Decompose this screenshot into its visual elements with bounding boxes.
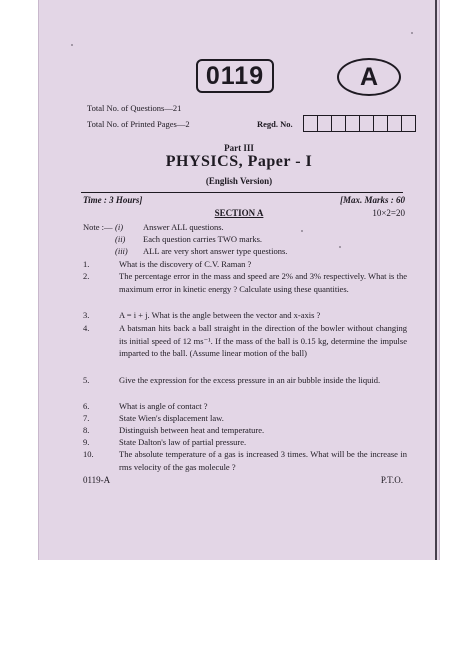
note-number: (ii) [115,234,126,244]
version-label: (English Version) [205,176,273,186]
note-item [115,246,288,256]
question-text: What is angle of contact ? [119,401,208,411]
regd-label: Regd. No. [257,119,293,129]
note-number: (i) [115,222,124,232]
regd-box [332,116,346,131]
question-number: 1. [83,259,90,269]
time-label: Time : 3 Hours] [83,195,143,205]
set-letter-oval: A [337,58,401,96]
header-divider [81,192,403,193]
question-text: The percentage error in the mass and speed are 2% and 3% respectively. What is the maximum error in kinetic energy ? Calculate using these quantities. [119,271,407,294]
section-marks: 10×2=20 [372,208,405,218]
question-number: 6. [83,401,90,411]
question-number: 3. [83,310,90,320]
regd-box [304,116,318,131]
note-text: ALL are very short answer type questions. [143,246,288,256]
question-number: 5. [83,375,90,385]
part-heading: Part III [224,143,254,153]
question-text: The absolute temperature of a gas is increased 3 times. What will be the increase in rms velocity of the gas molecule ? [119,449,407,472]
exam-sheet [38,0,440,560]
subject-title: PHYSICS, Paper - I [165,153,313,170]
total-questions: Total No. of Questions—21 [87,103,182,113]
note-text: Answer ALL questions. [143,222,224,232]
question-number: 8. [83,425,90,435]
scan-speck [301,230,303,232]
question-number: 2. [83,271,90,281]
section-heading: SECTION A [214,208,264,218]
note-number: (iii) [115,246,128,256]
regd-number-boxes [303,115,416,132]
footer-paper-code: 0119-A [83,475,111,485]
total-pages: Total No. of Printed Pages—2 [87,119,190,129]
note-text: Each question carries TWO marks. [143,234,263,244]
question-text: What is the discovery of C.V. Raman ? [119,259,252,269]
question-number: 7. [83,413,90,423]
regd-box [402,116,415,131]
question-text: Distinguish between heat and temperature. [119,425,265,435]
max-marks-label: [Max. Marks : 60 [339,195,405,205]
question-number: 10. [83,449,94,459]
question-text: Give the expression for the excess pressure in an air bubble inside the liquid. [119,375,381,385]
question-text: A = i + j. What is the angle between the vector and x-axis ? [119,310,321,320]
regd-box [388,116,402,131]
note-item [115,222,224,232]
paper-code-box: 0119 [196,59,274,93]
question-text: State Dalton's law of partial pressure. [119,437,247,447]
regd-box [360,116,374,131]
question-number: 4. [83,323,90,333]
footer-pto: P.T.O. [380,475,403,485]
scan-speck [411,32,413,34]
scan-speck [339,246,341,248]
question-text: State Wien's displacement law. [119,413,224,423]
regd-box [346,116,360,131]
regd-box [374,116,388,131]
note-label: Note :— [83,222,113,232]
question-number: 9. [83,437,90,447]
note-item [115,234,263,244]
regd-box [318,116,332,131]
question-text: A batsman hits back a ball straight in the direction of the bowler without changing its initial speed of 12 ms⁻¹. If the mass of the ball is 0.15 kg, determine the impulse imparted to the ball. (Assume linear motion of the ball) [119,323,407,358]
scan-speck [71,44,73,46]
